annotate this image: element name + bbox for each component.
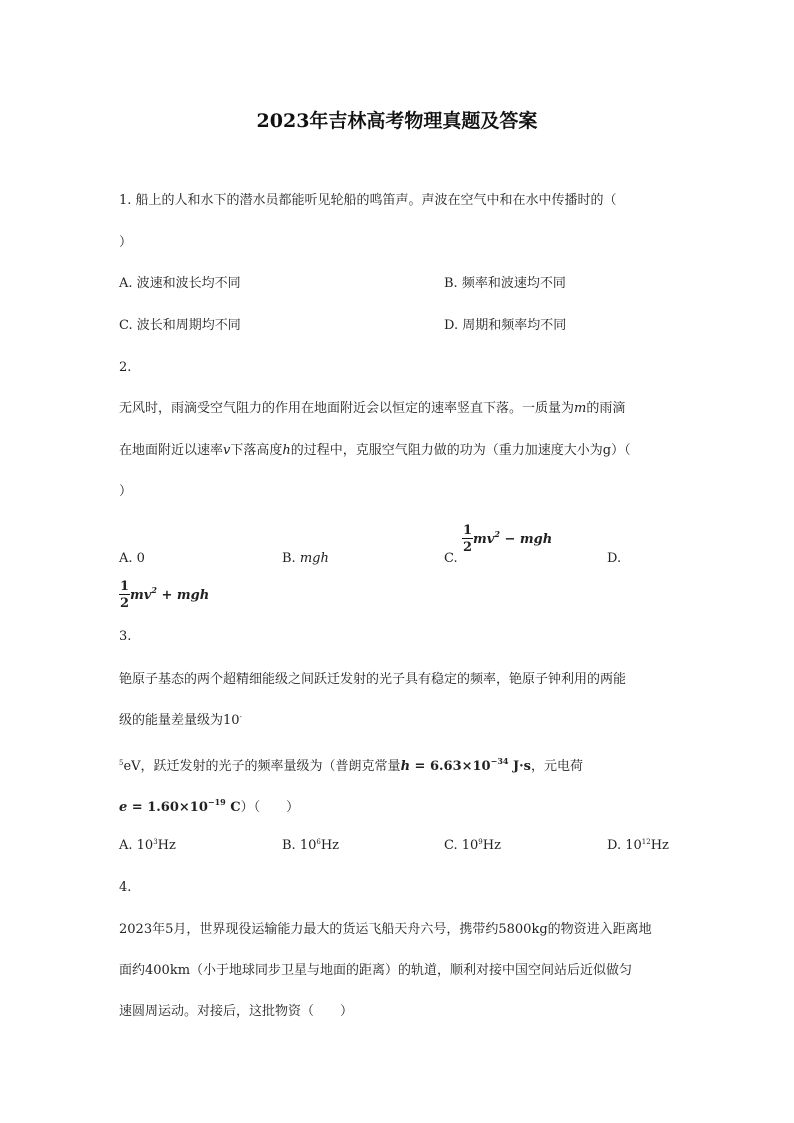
q3-text: ，元电荷 bbox=[530, 759, 583, 774]
q2-text: 的雨滴 bbox=[586, 401, 626, 416]
q2-stem-line2 bbox=[119, 444, 631, 457]
q2-var-v: v bbox=[223, 443, 231, 458]
q3-option-d bbox=[607, 839, 669, 852]
option-base: C. 10 bbox=[444, 838, 479, 853]
q3-stem-line2 bbox=[119, 714, 242, 727]
formula-term bbox=[473, 528, 553, 547]
option-base: D. 10 bbox=[607, 838, 642, 853]
charge-symbol: e bbox=[119, 800, 128, 815]
q4-stem-line1: 2023年5月，世界现役运输能力最大的货运飞船天舟六号，携带约5800kg的物资进入距离地 bbox=[119, 922, 652, 937]
q1-option-d: D. 周期和频率均不同 bbox=[444, 318, 567, 333]
planck-unit: J·s bbox=[508, 759, 531, 774]
q2-option-c-formula bbox=[462, 524, 552, 554]
q2-stem-line1 bbox=[119, 402, 625, 415]
option-base: B. 10 bbox=[282, 838, 317, 853]
fraction-denominator: 2 bbox=[463, 540, 473, 555]
option-exponent: 9 bbox=[478, 838, 483, 846]
planck-exponent: −34 bbox=[490, 756, 509, 766]
q4-stem-line3: 速圆周运动。对接后，这批物资（ ） bbox=[119, 1004, 354, 1019]
q3-option-b bbox=[282, 839, 339, 852]
fraction bbox=[462, 524, 473, 554]
fraction-numerator: 1 bbox=[120, 579, 130, 594]
q3-exponent-digit: 5 bbox=[119, 759, 124, 767]
formula-plus-mgh: + mgh bbox=[156, 587, 210, 603]
option-exponent: 3 bbox=[153, 838, 158, 846]
q3-number: 3. bbox=[119, 629, 132, 644]
q3-stem-line4 bbox=[119, 797, 300, 815]
q2-option-b-expr: mgh bbox=[299, 551, 329, 566]
q2-var-m: m bbox=[574, 401, 587, 416]
q1-option-a: A. 波速和波长均不同 bbox=[119, 276, 241, 291]
formula-minus-mgh: − mgh bbox=[499, 531, 553, 547]
formula-exponent: 2 bbox=[151, 584, 157, 595]
formula-mv: mv bbox=[473, 531, 495, 547]
option-exponent: 6 bbox=[316, 838, 321, 846]
fraction bbox=[119, 580, 130, 610]
q2-option-b-label: B. bbox=[282, 551, 300, 566]
option-unit: Hz bbox=[650, 838, 669, 853]
q2-number: 2. bbox=[119, 360, 132, 375]
q3-text: eV，跃迁发射的光子的频率量级为（普朗克常量 bbox=[123, 759, 401, 774]
option-unit: Hz bbox=[320, 838, 340, 853]
q2-option-d-label: D. bbox=[607, 551, 622, 566]
q2-text: 在地面附近以速率 bbox=[119, 443, 224, 458]
q1-stem-line2: ） bbox=[119, 235, 133, 250]
q2-option-a: A. 0 bbox=[119, 551, 145, 566]
planck-value: = 6.63×10 bbox=[410, 759, 491, 774]
q3-text: ）（ ） bbox=[240, 800, 300, 815]
q2-var-h: h bbox=[282, 443, 291, 458]
fraction-numerator: 1 bbox=[463, 523, 473, 538]
q3-option-a bbox=[119, 839, 176, 852]
option-unit: Hz bbox=[482, 838, 501, 853]
q1-stem-line1: 1. 船上的人和水下的潜水员都能听见轮船的鸣笛声。声波在空气中和在水中传播时的（ bbox=[119, 193, 617, 208]
q2-text: 无风时，雨滴受空气阻力的作用在地面附近会以恒定的速率竖直下落。一质量为 bbox=[119, 401, 575, 416]
fraction-denominator: 2 bbox=[120, 596, 130, 611]
option-unit: Hz bbox=[157, 838, 176, 853]
charge-value: = 1.60×10 bbox=[127, 800, 208, 815]
formula-mv: mv bbox=[130, 587, 152, 603]
q2-text: 下落高度 bbox=[230, 443, 283, 458]
q2-text: 的过程中，克服空气阻力做的功为（重力加速度大小为g）（ bbox=[290, 443, 631, 458]
option-base: A. 10 bbox=[119, 838, 154, 853]
charge-exponent: −19 bbox=[207, 797, 226, 807]
page-title: 2023年吉林高考物理真题及答案 bbox=[256, 110, 538, 132]
formula-exponent: 2 bbox=[494, 528, 500, 539]
q3-exponent-sign: - bbox=[239, 713, 242, 721]
planck-symbol: h bbox=[400, 759, 411, 774]
option-exponent: 12 bbox=[641, 838, 651, 846]
q4-number: 4. bbox=[119, 880, 132, 895]
charge-unit: C bbox=[225, 800, 241, 815]
q2-option-d-formula bbox=[119, 580, 209, 610]
q1-option-c: C. 波长和周期均不同 bbox=[119, 318, 241, 333]
q3-stem-line3 bbox=[119, 756, 583, 774]
q1-option-b: B. 频率和波速均不同 bbox=[444, 276, 566, 291]
q3-option-c bbox=[444, 839, 501, 852]
q2-option-b bbox=[282, 552, 329, 565]
formula-term bbox=[130, 584, 210, 603]
q2-option-c-label: C. bbox=[444, 551, 458, 566]
q3-stem-line1: 铯原子基态的两个超精细能级之间跃迁发射的光子具有稳定的频率，铯原子钟利用的两能 bbox=[119, 672, 627, 687]
q4-stem-line2: 面约400km（小于地球同步卫星与地面的距离）的轨道，顺利对接中国空间站后近似做匀 bbox=[119, 963, 633, 978]
q2-stem-line3: ） bbox=[119, 484, 133, 499]
q3-text: 级的能量差量级为10 bbox=[119, 713, 240, 728]
